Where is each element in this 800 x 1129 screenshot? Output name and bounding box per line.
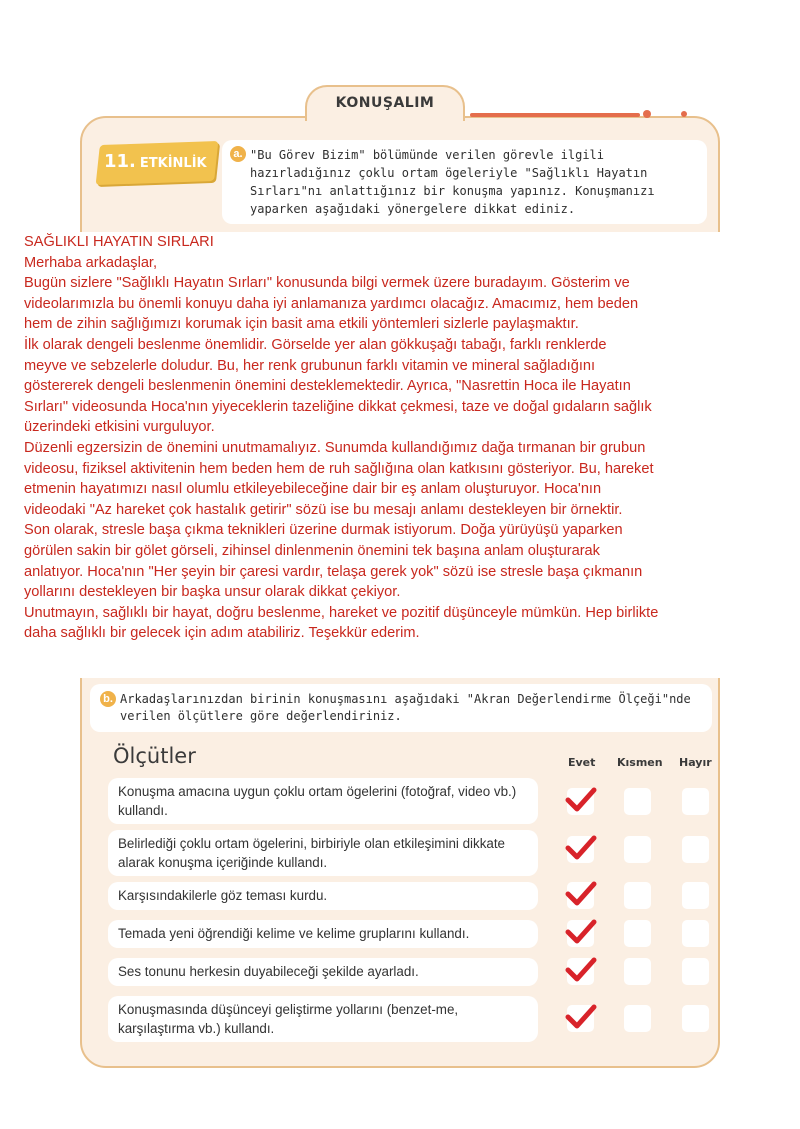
decorative-line xyxy=(470,113,640,117)
cell-kismen-6[interactable] xyxy=(624,1005,651,1032)
criteria-row-2: Belirlediği çoklu ortam ögelerini, birbiriyle olan etkileşimini dikkate alarak konuşma içeriğinde kullandı. xyxy=(108,830,538,876)
speech-line: etmenin hayatımızı nasıl olumlu etkileyebileceğine dair bir eş anlam oluşturuyor. Hoca'nın xyxy=(24,481,602,498)
instruction-a-letter: a. xyxy=(230,146,246,162)
cell-kismen-2[interactable] xyxy=(624,836,651,863)
speech-line: SAĞLIKLI HAYATIN SIRLARI xyxy=(24,234,214,250)
cell-kismen-5[interactable] xyxy=(624,958,651,985)
cell-hayir-1[interactable] xyxy=(682,788,709,815)
speech-line: Merhaba arkadaşlar, xyxy=(24,254,158,271)
speech-text-block xyxy=(24,232,788,678)
cell-hayir-6[interactable] xyxy=(682,1005,709,1032)
check-icon xyxy=(565,1003,597,1031)
check-icon xyxy=(565,956,597,984)
criteria-row-6: Konuşmasında düşünceyi geliştirme yollarını (benzet-me, karşılaştırma vb.) kullandı. xyxy=(108,996,538,1042)
cell-kismen-1[interactable] xyxy=(624,788,651,815)
speech-line: yollarını destekleyen bir başka unsur olarak dikkat çekiyor. xyxy=(24,584,401,601)
speech-line: daha sağlıklı bir gelecek için adım atabiliriz. Teşekkür ederim. xyxy=(24,625,420,642)
speech-line: İlk olarak dengeli beslenme önemlidir. Görselde yer alan gökkuşağı tabağı, farklı renklerde xyxy=(24,336,607,353)
speech-line: Unutmayın, sağlıklı bir hayat, doğru beslenme, hareket ve pozitif düşünceyle mümkün. Hep birlikte xyxy=(24,604,659,621)
column-header-hayir: Hayır xyxy=(679,756,712,769)
cell-hayir-3[interactable] xyxy=(682,882,709,909)
speech-line: videosu, fiziksel aktivitenin hem beden hem de ruh sağlığına olan katkısını gösteriyor. Bu, hareket xyxy=(24,460,654,477)
speech-line: Sırları" videosunda Hoca'nın yiyeceklerin tazeliğine dikkat çekmesi, taze ve doğal gıdaların sağlık xyxy=(24,398,652,415)
criteria-row-5: Ses tonunu herkesin duyabileceği şekilde ayarladı. xyxy=(108,958,538,986)
speech-line: göstererek dengeli beslenmenin önemini desteklemektedir. Ayrıca, "Nasrettin Hoca ile Hayatın xyxy=(24,378,631,395)
instruction-b-text: Arkadaşlarınızdan birinin konuşmasını aşağıdaki "Akran Değerlendirme Ölçeği"nde verilen ölçütlere göre değerlendiriniz. xyxy=(120,692,691,723)
activity-label: ETKİNLİK xyxy=(139,156,207,171)
speech-line: anlatıyor. Hoca'nın "Her şeyin bir çaresi vardır, telaşa gerek yok" sözü ise stresle başa çıkmanın xyxy=(24,563,643,580)
cell-hayir-2[interactable] xyxy=(682,836,709,863)
check-icon xyxy=(565,880,597,908)
criteria-title: Ölçütler xyxy=(113,744,196,768)
criteria-row-1: Konuşma amacına uygun çoklu ortam ögelerini (fotoğraf, video vb.) kullandı. xyxy=(108,778,538,824)
cell-hayir-4[interactable] xyxy=(682,920,709,947)
activity-badge-text xyxy=(104,151,207,172)
decorative-dot-small xyxy=(681,111,687,117)
instruction-b-letter: b. xyxy=(100,691,116,707)
section-title: KONUŞALIM xyxy=(335,95,435,111)
speech-line: görülen sakin bir gölet görseli, zihinsel dinlenmenin önemini tek başına anlam oluşturarak xyxy=(24,542,600,559)
speech-line: meyve ve sebzelerle doludur. Bu, her renk grubunun farklı vitamin ve mineral sağladığını xyxy=(24,357,596,374)
column-header-evet: Evet xyxy=(568,756,596,769)
speech-line: videolarımızla bu önemli konuyu daha iyi anlamanıza yardımcı olacağız. Amacımız, hem beden xyxy=(24,295,639,312)
cell-hayir-5[interactable] xyxy=(682,958,709,985)
cell-kismen-3[interactable] xyxy=(624,882,651,909)
criteria-row-3: Karşısındakilerle göz teması kurdu. xyxy=(108,882,538,910)
activity-number: 11. xyxy=(104,151,136,172)
cell-kismen-4[interactable] xyxy=(624,920,651,947)
speech-line: üzerindeki etkisini vurguluyor. xyxy=(24,419,215,436)
speech-line: Bugün sizlere "Sağlıklı Hayatın Sırları" konusunda bilgi vermek üzere buradayım. Gösterim ve xyxy=(24,275,630,292)
check-icon xyxy=(565,834,597,862)
instruction-a-text: "Bu Görev Bizim" bölümünde verilen görevle ilgili hazırladığınız çoklu ortam ögeleriyle "Sağlıklı Hayatın Sırları"nı anlattığınız bir konuşma yapınız. Konuşmanızı yaparken aşağıdaki yönergelere dikkat ediniz. xyxy=(250,148,655,216)
speech-line: Son olarak, stresle başa çıkma teknikleri üzerine durmak istiyorum. Doğa yürüyüşü yaparken xyxy=(24,522,623,539)
column-header-kismen: Kısmen xyxy=(617,756,663,769)
check-icon xyxy=(565,918,597,946)
criteria-row-4: Temada yeni öğrendiği kelime ve kelime gruplarını kullandı. xyxy=(108,920,538,948)
check-icon xyxy=(565,786,597,814)
section-tab xyxy=(305,85,465,121)
speech-line: Düzenli egzersizin de önemini unutmamalıyız. Sunumda kullandığımız dağa tırmanan bir grubun xyxy=(24,439,646,456)
decorative-dot xyxy=(643,110,651,118)
speech-line: videodaki "Az hareket çok hastalık getirir" sözü ise bu mesajı anlamı destekleyen bir örnektir. xyxy=(24,501,623,518)
speech-line: hem de zihin sağlığımızı korumak için basit ama etkili yöntemleri sizlerle paylaşmaktır. xyxy=(24,316,579,333)
